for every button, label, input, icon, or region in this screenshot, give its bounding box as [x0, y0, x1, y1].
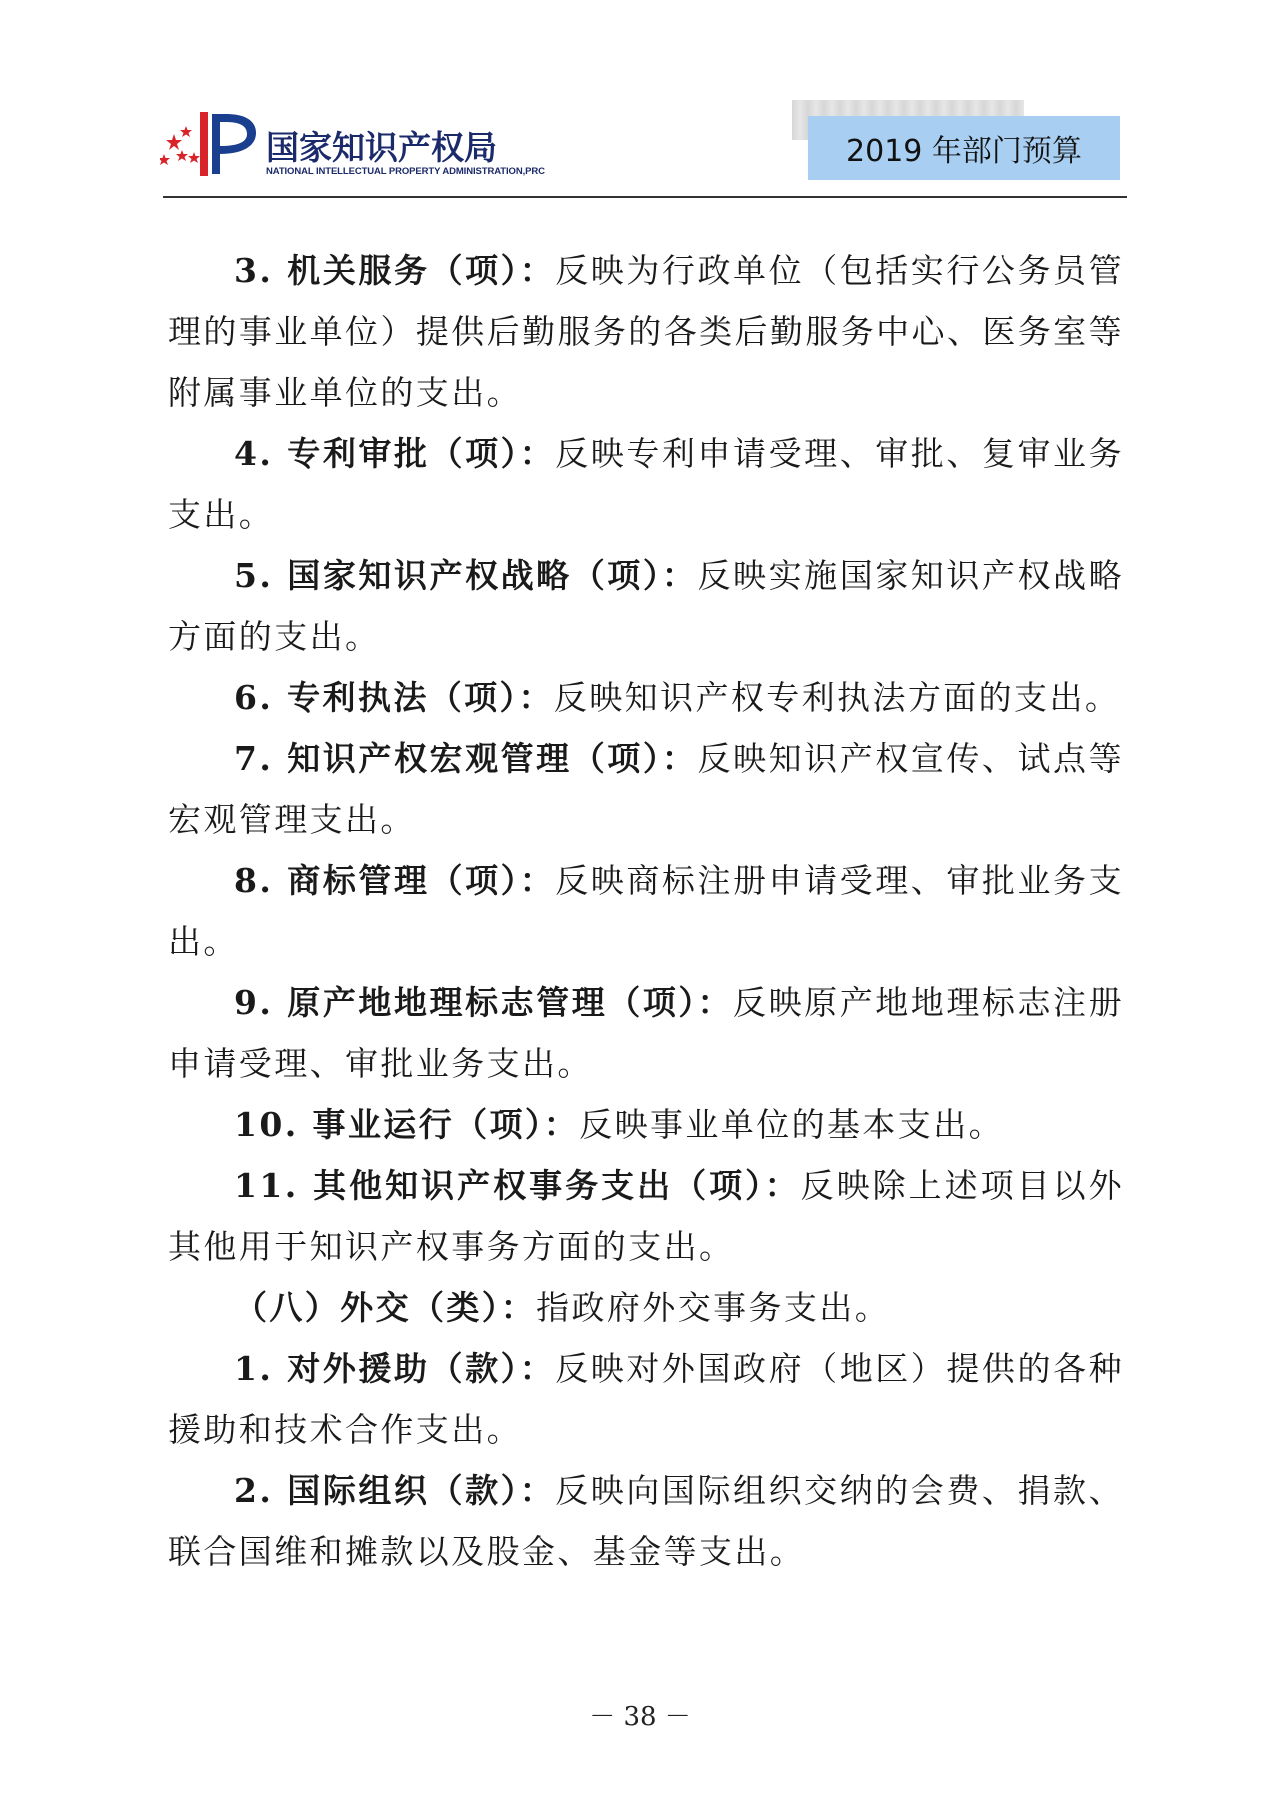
item-description: 反映专利申请受理、审批、复审业务支出。 — [168, 434, 1124, 534]
item-description: 反映除上述项目以外其他用于知识产权事务方面的支出。 — [168, 1166, 1124, 1266]
item-description: 反映实施国家知识产权战略方面的支出。 — [168, 556, 1124, 656]
paragraph-item — [168, 1094, 1124, 1155]
paragraph-item — [168, 240, 1124, 423]
item-heading: 10. 事业运行（项）： — [234, 1105, 580, 1144]
document-body — [168, 240, 1124, 1582]
item-heading: 1. 对外援助（款）： — [234, 1349, 556, 1388]
section-heading-paragraph — [168, 1277, 1124, 1338]
item-description: 反映商标注册申请受理、审批业务支出。 — [168, 861, 1124, 961]
cnipa-emblem-icon — [160, 104, 264, 184]
item-description: 反映为行政单位（包括实行公务员管理的事业单位）提供后勤服务的各类后勤服务中心、医务室等附属事业单位的支出。 — [168, 251, 1124, 412]
paragraph-item — [168, 1155, 1124, 1277]
section-description: 指政府外交事务支出。 — [536, 1288, 891, 1327]
budget-year-badge: 2019 年部门预算 — [808, 116, 1120, 180]
item-description: 反映原产地地理标志注册申请受理、审批业务支出。 — [168, 983, 1124, 1083]
item-description: 反映知识产权宣传、试点等宏观管理支出。 — [168, 739, 1124, 839]
paragraph-item — [168, 1338, 1124, 1460]
item-heading: 9. 原产地地理标志管理（项）： — [234, 983, 734, 1022]
item-heading: 4. 专利审批（项）： — [234, 434, 556, 473]
item-description: 反映事业单位的基本支出。 — [579, 1105, 1005, 1144]
section-heading: （八）外交（类）： — [234, 1288, 537, 1327]
item-heading: 2. 国际组织（款）： — [234, 1471, 556, 1510]
item-heading: 5. 国家知识产权战略（项）： — [234, 556, 698, 595]
paragraph-item — [168, 423, 1124, 545]
item-description: 反映对外国政府（地区）提供的各种援助和技术合作支出。 — [168, 1349, 1124, 1449]
paragraph-item — [168, 728, 1124, 850]
item-heading: 8. 商标管理（项）： — [234, 861, 556, 900]
item-heading: 7. 知识产权宏观管理（项）： — [234, 739, 698, 778]
header-divider — [163, 196, 1127, 198]
paragraph-item — [168, 667, 1124, 728]
item-description: 反映向国际组织交纳的会费、捐款、联合国维和摊款以及股金、基金等支出。 — [168, 1471, 1124, 1571]
item-heading: 3. 机关服务（项）： — [234, 251, 556, 290]
page-number: － 38 － — [589, 1702, 691, 1732]
logo-english-name: NATIONAL INTELLECTUAL PROPERTY ADMINISTRATION,PRC — [266, 166, 545, 177]
item-heading: 6. 专利执法（项）： — [234, 678, 554, 717]
page-header — [0, 0, 1280, 200]
cnipa-logo — [160, 104, 600, 184]
item-heading: 11. 其他知识产权事务支出（项）： — [234, 1166, 801, 1205]
item-description: 反映知识产权专利执法方面的支出。 — [553, 678, 1121, 717]
paragraph-item — [168, 972, 1124, 1094]
paragraph-item — [168, 850, 1124, 972]
logo-chinese-name: 国家知识产权局 — [266, 128, 497, 167]
paragraph-item — [168, 545, 1124, 667]
paragraph-item — [168, 1460, 1124, 1582]
